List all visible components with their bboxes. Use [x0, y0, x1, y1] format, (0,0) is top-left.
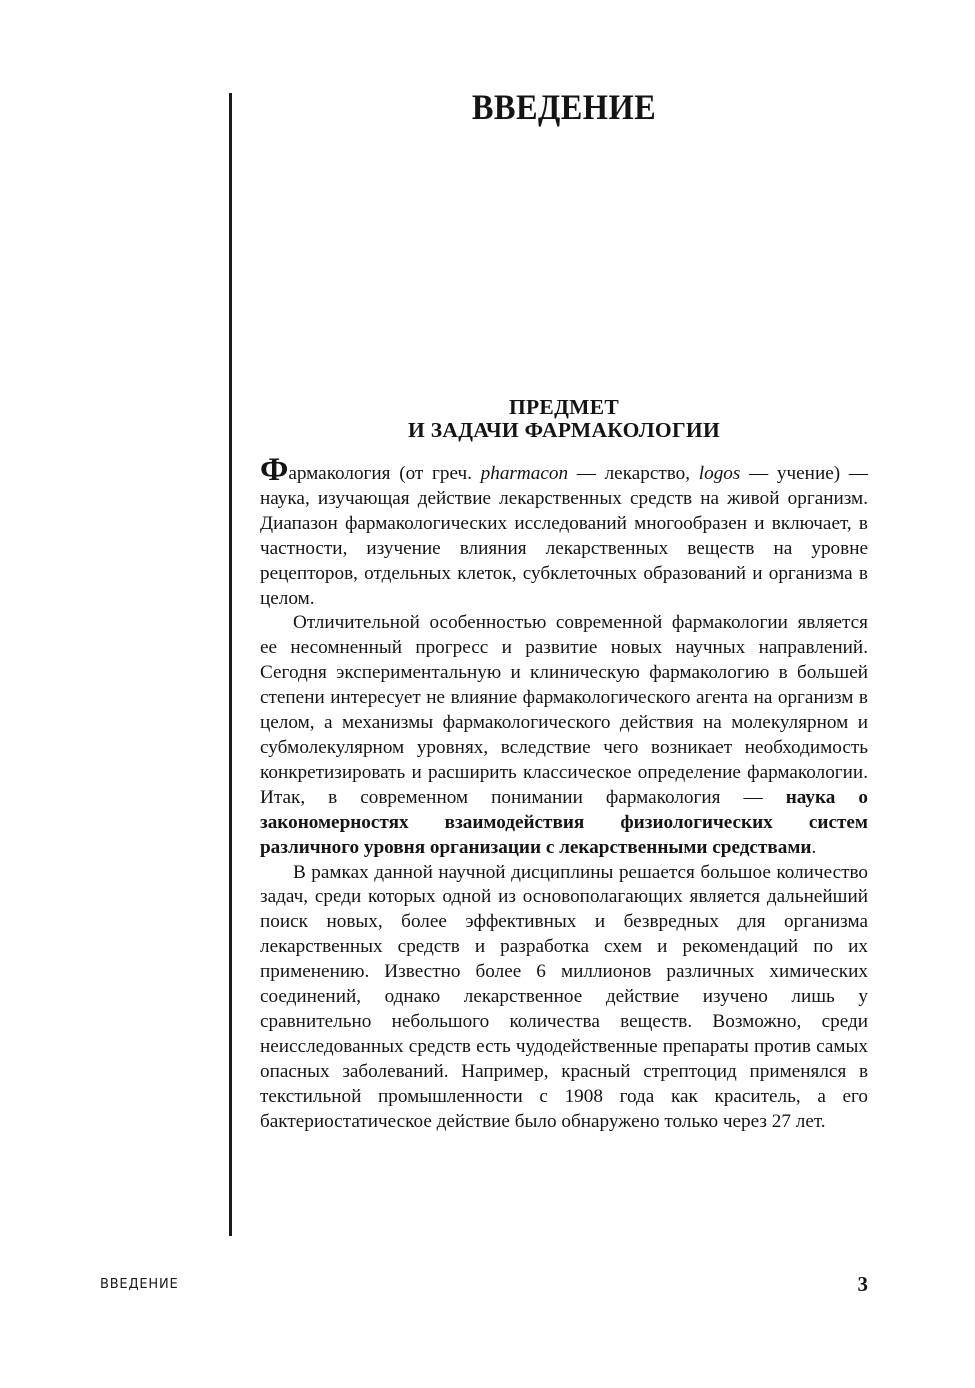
paragraph-1-text-b: — лекарство,	[568, 463, 699, 484]
running-head: ВВЕДЕНИЕ	[100, 1277, 179, 1292]
drop-cap: Ф	[260, 452, 289, 488]
paragraph-1-text-a: армакология (от греч.	[288, 463, 481, 484]
paragraph-3	[260, 861, 868, 1135]
definition-bold: наука о закономерностях взаимодействия физиологических систем различного уровня организации с лекарственными средствами	[260, 786, 868, 858]
margin-vertical-rule	[229, 93, 232, 1236]
chapter-title: ВВЕДЕНИЕ	[471, 87, 657, 127]
paragraph-2-text: Отличительной особенностью современной фармакологии является ее несомненный прогресс и развитие новых научных направлений. Сегодня экспериментальную и клиническую фармакологию в большей степени интересует не влияние фармакологического агента на организм в целом, а механизмы фармакологического действия на молекулярном и субмолекулярном уровнях, вследствие чего возникает необходимость конкретизировать и расширить классическое определение фармакологии. Итак, в современном понимании фармакология —	[260, 612, 868, 808]
section-heading-line-2: И ЗАДАЧИ ФАРМАКОЛОГИИ	[408, 418, 720, 442]
term-pharmacon: pharmacon	[480, 463, 569, 484]
term-logos: logos	[698, 463, 741, 484]
paragraph-3-text: В рамках данной научной дисциплины решается большое количество задач, среди которых одной из основополагающих является дальнейший поиск новых, более эффективных и безвредных для организма лекарственных средств и разработка схем и рекомендаций по их применению. Известно более 6 миллионов различных химических соединений, однако лекарственное действие изучено лишь у сравнительно небольшого количества веществ. Возможно, среди неисследованных средств есть чудодейственные препараты против самых опасных заболеваний. Например, красный стрептоцид применялся в текстильной промышленности с 1908 года как краситель, а его бактериостатическое действие было обнаружено только через 27 лет.	[260, 861, 868, 1132]
page-number: 3	[857, 1272, 868, 1296]
paragraph-1	[260, 452, 868, 611]
body-text	[260, 452, 868, 1134]
paragraph-2-tail: .	[811, 836, 817, 858]
paragraph-1-text-c: — учение) — наука, изучающая действие лекарственных средств на живой организм. Диапазон фармакологических исследований многообразен и включает, в частности, изучение влияния лекарственных веществ на уровне рецепторов, отдельных клеток, субклеточных образований и организма в целом.	[260, 463, 868, 609]
section-heading	[260, 396, 868, 442]
paragraph-2	[260, 611, 868, 860]
section-heading-line-1: ПРЕДМЕТ	[508, 395, 620, 419]
